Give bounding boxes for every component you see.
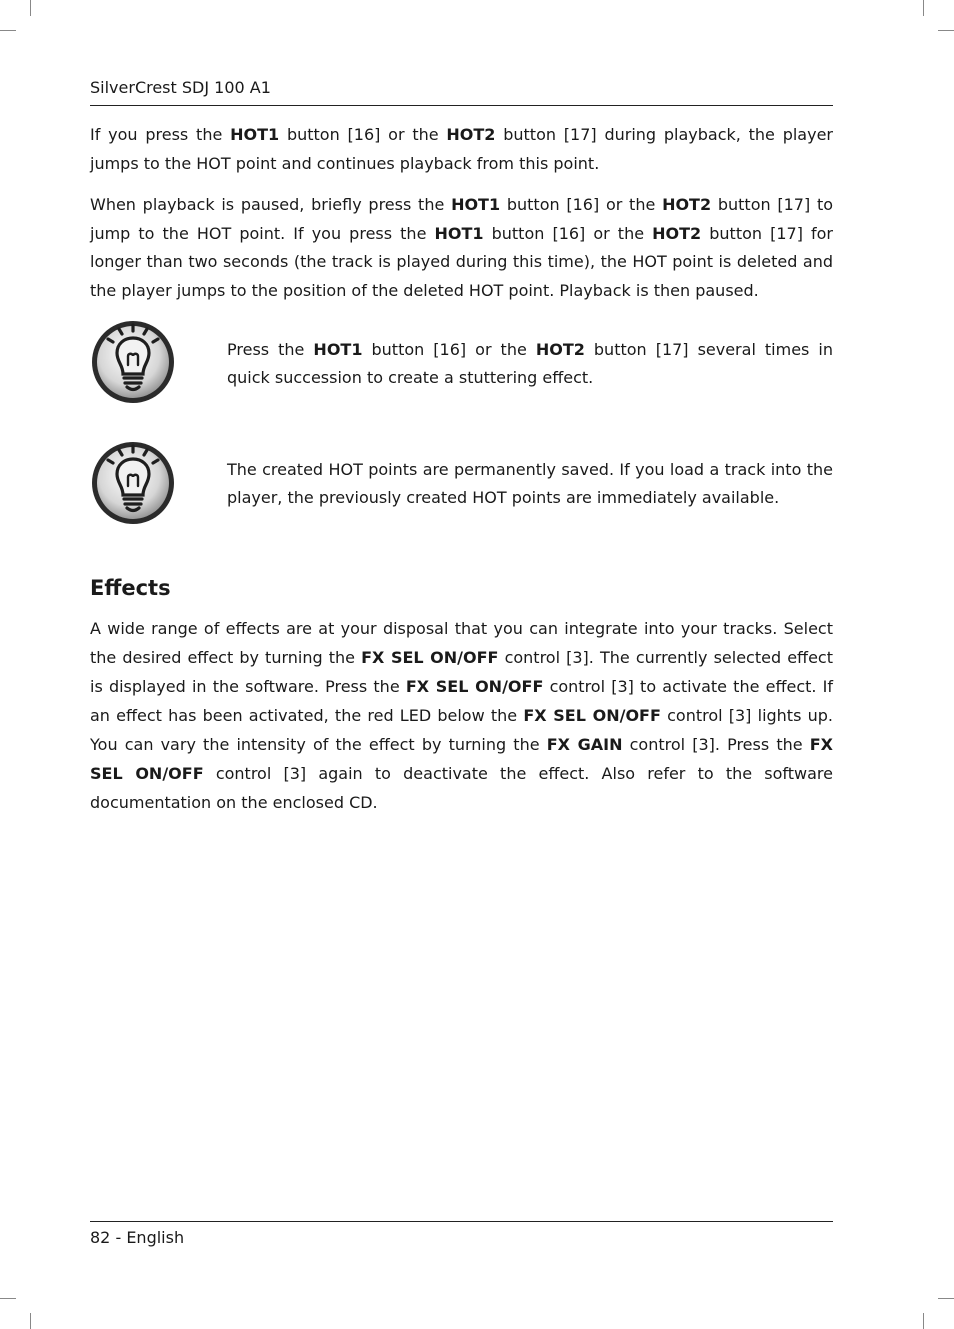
bold-term: FX SEL ON/OFF (90, 735, 833, 783)
crop-mark (923, 0, 924, 16)
bold-term: HOT2 (662, 195, 712, 214)
bold-term: HOT2 (652, 223, 702, 243)
paragraph-hot-playback: If you press the HOT1 button [16] or the HOT2 button [17] during playback, the player jumps to the HOT point and continues playback from this point. (90, 125, 834, 173)
bold-term: FX SEL ON/OFF (361, 648, 499, 667)
crop-mark (0, 1298, 16, 1299)
bold-term: HOT2 (446, 125, 496, 144)
bold-term: FX SEL ON/OFF (523, 706, 661, 725)
tip-saved-hot-points: The created HOT points are permanently saved. If you load a track into the player, the previously created HOT points are immediately available. (227, 460, 833, 507)
bold-term: FX SEL ON/OFF (405, 677, 544, 696)
bold-term: FX GAIN (546, 735, 623, 754)
bold-term: HOT1 (434, 223, 484, 243)
bold-term: HOT1 (451, 195, 501, 214)
page-header (90, 78, 833, 106)
crop-mark (0, 30, 16, 31)
bold-term: HOT2 (535, 340, 585, 359)
crop-mark (30, 0, 31, 16)
crop-mark (938, 30, 954, 31)
page-footer (90, 1221, 833, 1249)
bold-term: HOT1 (230, 125, 280, 144)
bold-term: HOT1 (313, 340, 363, 359)
footer-separator: - (110, 1228, 127, 1247)
tip-stutter: Press the HOT1 button [16] or the HOT2 button [17] several times in quick succession to create a stuttering effect. (227, 340, 833, 387)
crop-mark (30, 1313, 31, 1329)
section-title-effects: Effects (90, 576, 171, 600)
paragraph-hot-paused: When playback is paused, briefly press the HOT1 button [16] or the HOT2 button [17] to jump to the HOT point. If you press the HOT1 button [16] or the HOT2 button [17] for longer than two seconds (the track is played during this time), the HOT point is deleted and the player jumps to the position of the deleted HOT point. Playback is then paused. (90, 195, 834, 300)
footer-language: English (126, 1228, 185, 1247)
lightbulb-icon (90, 319, 176, 405)
crop-mark (923, 1313, 924, 1329)
paragraph-effects: A wide range of effects are at your disposal that you can integrate into your tracks. Select the desired effect by turning the FX SEL ON/OFF control [3]. The currently selected effect is displayed in the software. Press the FX SEL ON/OFF control [3] to activate the effect. If an effect has been activated, the red LED below the FX SEL ON/OFF control [3] lights up. You can vary the intensity of the effect by turning the FX GAIN control [3]. Press the FX SEL ON/OFF control [3] again to deactivate the effect. Also refer to the software documentation on the enclosed CD. (90, 619, 834, 812)
page-number: 82 (90, 1228, 111, 1247)
lightbulb-icon (90, 440, 176, 526)
header-title: SilverCrest SDJ 100 A1 (90, 78, 271, 97)
crop-mark (938, 1298, 954, 1299)
